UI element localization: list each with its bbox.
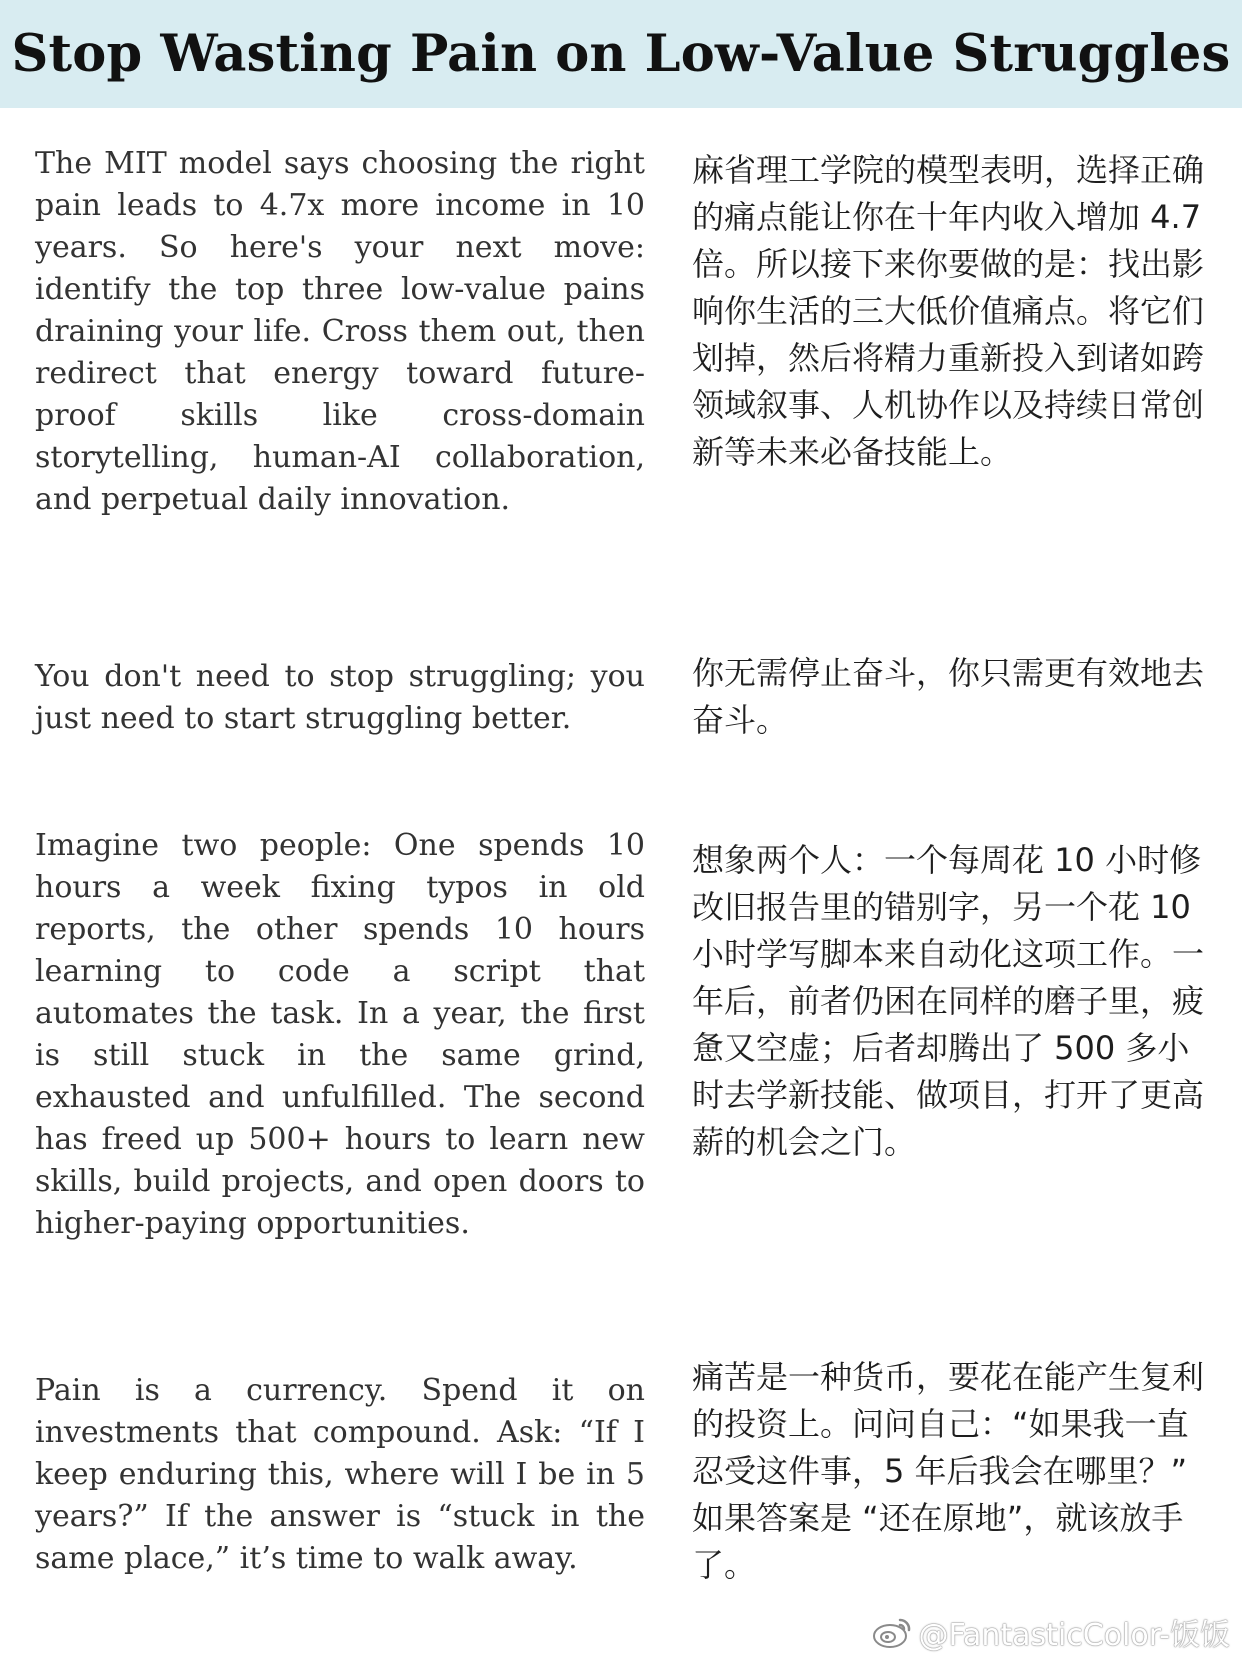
weibo-icon bbox=[871, 1615, 913, 1649]
chinese-paragraph-1: 麻省理工学院的模型表明，选择正确的痛点能让你在十年内收入增加 4.7 倍。所以接下来你要做的是：找出影响你生活的三大低价值痛点。将它们划掉，然后将精力重新投入到诸如跨领域叙事、人机协作以及持续日常创新等未来必备技能上。 bbox=[692, 151, 1205, 471]
chinese-paragraph-2: 你无需停止奋斗，你只需更有效地去奋斗。 bbox=[692, 654, 1205, 739]
english-paragraph-4: Pain is a currency. Spend it on investments that compound. Ask: “If I keep enduring this, where will I be in 5 years?” If the answer is “stuck in the same place,” it’s time to walk away. bbox=[35, 1373, 645, 1576]
watermark-text: @FantasticColor-饭饭 bbox=[918, 1618, 1230, 1653]
watermark bbox=[871, 1610, 1231, 1654]
chinese-paragraph-3: 想象两个人：一个每周花 10 小时修改旧报告里的错别字，另一个花 10 小时学写脚本来自动化这项工作。一年后，前者仍困在同样的磨子里，疲惫又空虚；后者却腾出了 500 多小时去学新技能、做项目，打开了更高薪的机会之门。 bbox=[692, 841, 1205, 1161]
english-paragraph-2: You don't need to stop struggling; you just need to start struggling better. bbox=[35, 659, 645, 736]
page-title: Stop Wasting Pain on Low-Value Struggles bbox=[11, 24, 1231, 84]
english-paragraph-3: Imagine two people: One spends 10 hours a week fixing typos in old reports, the other spends 10 hours learning to code a script that automates the task. In a year, the first is still stuck in the same grind, exhausted and unfulfilled. The second has freed up 500+ hours to learn new skills, build projects, and open doors to higher-paying opportunities. bbox=[35, 828, 645, 1241]
chinese-paragraph-4: 痛苦是一种货币，要花在能产生复利的投资上。问问自己：“如果我一直忍受这件事，5 年后我会在哪里？” 如果答案是 “还在原地”，就该放手了。 bbox=[692, 1358, 1205, 1584]
english-paragraph-1: The MIT model says choosing the right pain leads to 4.7x more income in 10 years. So here's your next move: identify the top three low-value pains draining your life. Cross them out, then redirect that energy toward future-proof skills like cross-domain storytelling, human-AI collaboration, and perpetual daily innovation. bbox=[35, 146, 645, 517]
title-banner bbox=[0, 0, 1242, 108]
